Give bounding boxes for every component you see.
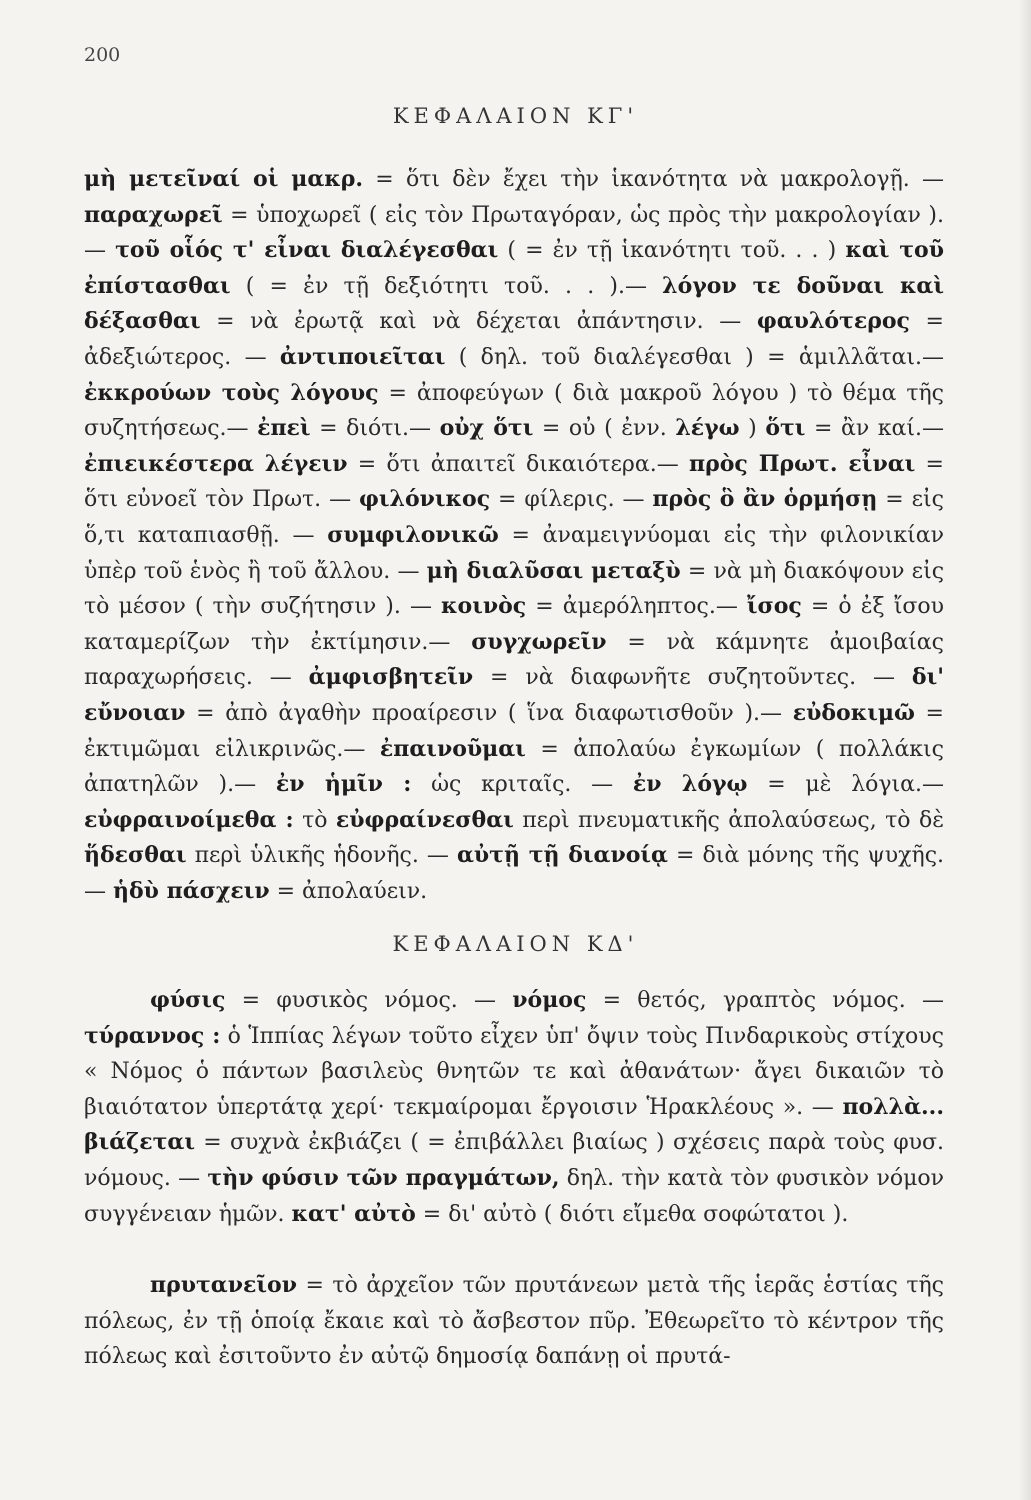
- gloss-text: = ἀπολαύειν.: [269, 878, 428, 904]
- gloss-text: τὸ: [293, 807, 336, 833]
- gloss-text: = ὅτι δὲν ἔχει τὴν ἱκανότητα νὰ μακρολογῇ. —: [363, 167, 944, 192]
- gloss-text: = ὑποχωρεῖ ( εἰς τὸν Πρωταγόραν, ὡς πρὸς τὴν μακρολογίαν ). —: [84, 202, 944, 264]
- headword: ἥδεσθαι: [84, 842, 187, 869]
- gloss-text: = ἀπολαύω ἐγκωμίων ( πολλάκις ἀπατηλῶν ).—: [84, 736, 944, 798]
- headword: ἐν ἡμῖν :: [275, 771, 412, 798]
- gloss-text: = ὁ ἐξ ἴσου καταμερίζων τὴν ἐκτίμησιν.—: [84, 594, 944, 655]
- gloss-text: = θετός, γραπτὸς νόμος. —: [586, 988, 944, 1013]
- gloss-text: ( = ἐν τῇ δεξιότητι τοῦ. . . ).—: [230, 273, 663, 299]
- gloss-text: = διὰ μόνης τῆς ψυχῆς. —: [84, 843, 945, 904]
- commentary-paragraph: [84, 162, 944, 909]
- headword: ἡδὺ πάσχειν: [113, 877, 270, 904]
- gloss-text: = μὲ λόγια.—: [747, 772, 945, 798]
- gloss-text: ὁ Ἱππίας λέγων τοῦτο εἶχεν ὑπ' ὄψιν τοὺς Πινδαρικοὺς στίχους « Νόμος ὁ πάντων βασιλεὺς θνητῶν τε καὶ ἀθανάτων· ἄγει δικαιῶν τὸ βιαιότατον ὑπερτάτᾳ χερί· τεκμαίρομαι ἔργοισιν Ἡρακλέους ». —: [84, 1023, 944, 1120]
- gloss-text: = ἂν καί.—: [805, 416, 944, 442]
- gloss-text: = ἀπὸ ἀγαθὴν προαίρεσιν ( ἵνα διαφωτισθοῦν ).—: [185, 700, 793, 726]
- gloss-text: = νὰ κάμνητε ἀμοιβαίας παραχωρήσεις. —: [84, 629, 944, 691]
- gloss-text: = συχνὰ ἐκβιάζει ( = ἐπιβάλλει βιαίως ) σχέσεις παρὰ τοὺς φυσ. νόμους. —: [84, 1130, 944, 1191]
- gloss-text: ): [739, 416, 766, 442]
- commentary-paragraph: [84, 983, 944, 1232]
- gloss-text: περὶ ὑλικῆς ἡδονῆς. —: [186, 843, 457, 869]
- headword: καὶ τοῦ ἐπίστασθαι: [84, 237, 944, 299]
- headword: ἐκκρούων τοὺς λόγους: [84, 379, 379, 406]
- headword: τὴν φύσιν τῶν πραγμάτων,: [207, 1164, 560, 1191]
- headword: συγχωρεῖν: [471, 628, 607, 655]
- headword: ἐπεὶ: [257, 415, 311, 442]
- gloss-text: = νὰ ἐρωτᾷ καὶ νὰ δέχεται ἀπάντησιν. —: [200, 309, 757, 335]
- headword: κοινὸς: [441, 593, 527, 620]
- headword: μὴ μετεῖναί οἱ μακρ.: [84, 166, 364, 192]
- gloss-text: = ἀναμειγνύομαι εἰς τὴν φιλονικίαν ὑπὲρ τοῦ ἑνὸς ἢ τοῦ ἄλλου. —: [84, 522, 944, 584]
- gloss-text: = ὅτι ἀπαιτεῖ δικαιότερα.—: [347, 451, 689, 477]
- headword: συμφιλονικῶ: [327, 521, 499, 548]
- paragraph-text: [84, 162, 944, 909]
- headword: κατ' αὐτὸ: [291, 1200, 416, 1227]
- gloss-text: = διότι.—: [310, 416, 440, 442]
- gloss-text: ὡς κριταῖς. —: [411, 772, 633, 798]
- headword: παραχωρεῖ: [84, 201, 223, 228]
- headword: ἐπιεικέστερα λέγειν: [84, 450, 348, 477]
- gloss-text: περὶ πνευματικῆς ἀπολαύσεως, τὸ δὲ: [513, 807, 945, 833]
- chapter-heading: ΚΕΦΑΛΑΙΟΝ ΚΔ': [392, 932, 639, 956]
- gloss-text: = ἀδεξιώτερος. —: [84, 309, 944, 370]
- paragraph-text: [84, 983, 944, 1232]
- headword: λόγον τε δοῦναι καὶ δέξασθαι: [84, 272, 945, 335]
- page-edge-shadow: [1019, 0, 1031, 1500]
- gloss-text: = φυσικὸς νόμος. —: [225, 988, 513, 1013]
- gloss-text: δηλ. τὴν κατὰ τὸν φυσικὸν νόμον συγγένειαν ἡμῶν.: [84, 1165, 944, 1227]
- commentary-paragraph: [84, 1268, 944, 1375]
- headword: τύραννος :: [84, 1022, 221, 1049]
- gloss-text: = ἀμερόληπτος.—: [526, 594, 747, 620]
- gloss-text: = εἰς ὅ,τι καταπιασθῇ. —: [84, 487, 944, 548]
- gloss-text: = ἀποφεύγων ( διὰ μακροῦ λόγου ) τὸ θέμα τῆς συζητήσεως.—: [84, 380, 944, 442]
- headword: οὐχ ὅτι: [439, 415, 534, 442]
- gloss-text: = δι' αὐτὸ ( διότι εἴμεθα σοφώτατοι ).: [415, 1201, 849, 1227]
- headword: ἐν λόγῳ: [632, 771, 748, 798]
- headword: μὴ διαλῦσαι μεταξὺ: [426, 557, 681, 584]
- gloss-text: ( δηλ. τοῦ διαλέγεσθαι ) = ἁμιλλᾶται.—: [445, 344, 945, 370]
- headword: τοῦ οἷός τ' εἶναι διαλέγεσθαι: [115, 237, 499, 264]
- chapter-heading: ΚΕΦΑΛΑΙΟΝ ΚΓ': [392, 104, 639, 128]
- page-number: 200: [84, 44, 121, 66]
- headword: πολλὰ... βιάζεται: [84, 1093, 944, 1156]
- headword: πρυτανεῖον: [150, 1272, 297, 1298]
- headword: φιλόνικος: [358, 486, 491, 513]
- gloss-text: = νὰ μὴ διακόψουν εἰς τὸ μέσον ( τὴν συζήτησιν ). —: [84, 558, 945, 620]
- headword: δι' εὔνοιαν: [84, 664, 944, 726]
- gloss-text: = τὸ ἀρχεῖον τῶν πρυτάνεων μετὰ τῆς ἱερᾶς ἑστίας τῆς πόλεως, ἐν τῇ ὁποίᾳ ἔκαιε καὶ τὸ ἄσβεστον πῦρ. Ἐθεωρεῖτο τὸ κέντρον τῆς πόλεως καὶ ἐσιτοῦντο ἐν αὐτῷ δημοσίᾳ δαπάνῃ οἱ πρυτά-: [84, 1273, 944, 1370]
- gloss-text: = ὅτι εὐνοεῖ τὸν Πρωτ. —: [84, 451, 944, 513]
- headword: ἀντιποιεῖται: [279, 343, 446, 370]
- gloss-text: = νὰ διαφωνῆτε συζητοῦντες. —: [473, 665, 912, 691]
- gloss-text: ( = ἐν τῇ ἱκανότητι τοῦ. . . ): [498, 238, 846, 264]
- paragraph-text: [84, 1268, 944, 1375]
- gloss-text: = φίλερις. —: [490, 487, 653, 513]
- headword: ἐπαινοῦμαι: [379, 735, 526, 762]
- headword: εὐφραίνεσθαι: [335, 806, 514, 833]
- gloss-text: = ἐκτιμῶμαι εἰλικρινῶς.—: [84, 700, 944, 762]
- headword: πρὸς ὃ ἂν ὁρμήσῃ: [652, 486, 878, 513]
- gloss-text: = οὐ ( ἐνν.: [533, 416, 676, 442]
- headword: εὐφραινοίμεθα :: [84, 806, 294, 833]
- headword: πρὸς Πρωτ. εἶναι: [688, 450, 916, 477]
- headword: φύσις: [150, 987, 226, 1013]
- headword: λέγω: [675, 415, 740, 442]
- headword: ὅτι: [765, 415, 806, 442]
- headword: εὐδοκιμῶ: [792, 699, 915, 726]
- headword: ἴσος: [746, 593, 802, 620]
- headword: ἀμφισβητεῖν: [308, 664, 474, 691]
- headword: αὐτῇ τῇ διανοίᾳ: [456, 842, 668, 869]
- headword: νόμος: [512, 987, 587, 1013]
- headword: φαυλότερος: [756, 308, 910, 335]
